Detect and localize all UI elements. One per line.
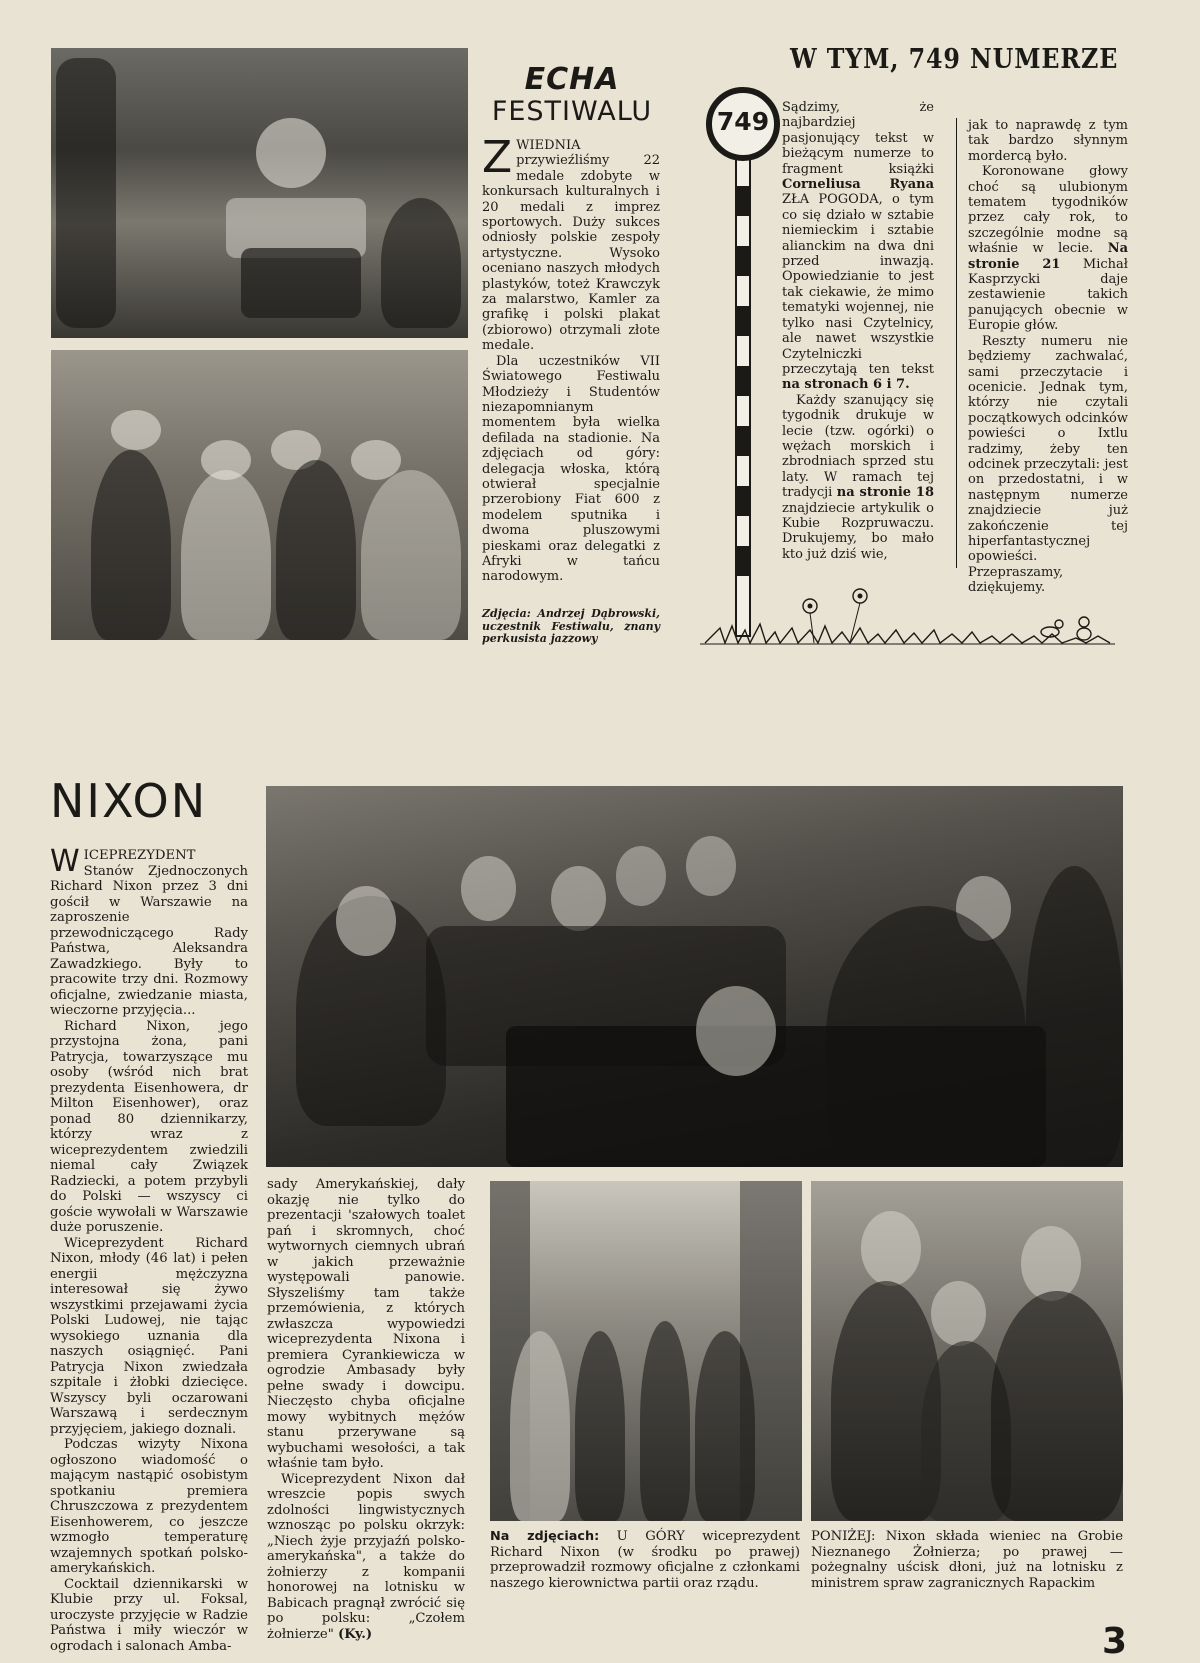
bird-2 [1077,628,1091,640]
numer-column-divider [956,118,957,568]
photo-african-dancers [51,350,468,640]
nixon-col1-para-2: Richard Nixon, jego przystojna żona, pani Patrycja, towarzyszące mu osoby (wśród nich brat prezydenta Eisenhowera, dr Milton Eisenhower), oraz ponad 80 dziennikarzy, którzy wraz z wiceprezydentem zwiedzili niemal cały Związek Radziecki, a potem przybyli do Polski — wszyscy ci goście wywołali w Warszawie duże poruszenie. [50,1018,248,1235]
numer-col1-para-1: Sądzimy, że najbardziej pasjonujący tekst w bieżącym numerze to fragment książki Corneliusa Ryana ZŁA POGODA, o tym co się działo w sztabie niemieckim i sztabie alianckim na dwa dni przed inwazją. Opowiedzianie to jest tak ciekawie, że mimo tematyki wojennej, nie tylko nasi Czytelnicy, ale nawet wszystkie Czytelniczki przeczytają ten tekst na stronach 6 i 7. [782,100,934,393]
echa-photo-credit: Zdjęcia: Andrzej Dąbrowski, uczestnik Festiwalu, znany perkusista jazzowy [482,607,660,646]
photo-airport-handshake [811,1181,1123,1521]
nixon-col2-para-1: sady Amerykańskiej, dały okazję nie tylko do prezentacji 'szałowych toalet pań i skromnych, choć wytwornych ciemnych ubrań w jakich przeważnie występowali panowie. Słyszeliśmy tam także przemówienia, z których zwłaszcza wypowiedzi wiceprezydenta Nixona i premiera Cyrankiewicza w ogrodzie Ambasady były pełne swady i dowcipu. Nieczęsto chyba oficjalne mowy wybitnych mężów stanu przerywane są wybuchami wesołości, a tak właśnie tam było. [267,1177,465,1471]
nixon-signature: (Ky.) [338,1626,373,1642]
nixon-col1-para-5: Cocktail dziennikarski w Klubie przy ul. Foksal, uroczyste przyjęcie w Radzie Państwa i miły wieczór w ogrodach i salonach Amba- [50,1576,248,1654]
echa-dropcap: Z [482,132,513,183]
nixon-col1-para-4: Podczas wizyty Nixona ogłoszono wiadomość o mającym nastąpić osobistym spotkaniu premiera Chruszczowa z prezydentem Eisenhowerem, co jeszcze wzmogło temperaturę wzajemnych spotkań polsko-amerykańskich. [50,1437,248,1576]
caption-bottom-photos: PONIŻEJ: Nixon składa wieniec na Grobie Nieznanego Żołnierza; po prawej — pożegnalny uścisk dłoni, już na lotnisku z ministrem spraw zagranicznych Rapackim [811,1529,1123,1591]
numer-col2-para-3: Reszty numeru nie będziemy zachwalać, sami przeczytacie i ocenicie. Jednak tym, którzy nie czytali początkowych odcinków powieści o Ixtlu radzimy, żeby ten odcinek przeczytali: jest on przedostatni, i w następnym numerze znajdziecie już zakończenie tej hiperfantastycznej opowieści. Przepraszamy, dziękujemy. [968,333,1129,596]
nixon-col1-para-3: Wiceprezydent Richard Nixon, młody (46 lat) i pełen energii mężczyzna interesował się żywo wszystkimi przejawami życia Polski Ludowej, nie tając wysokiego uznania dla naszych osiągnięć. Pani Patrycja Nixon zwiedzała szpitale i żłobki dziecięce. Wszyscy byli oczarowani Warszawą i serdecznym przyjęciem, jakiego doznali. [50,1235,248,1437]
photo-tomb-wreath [490,1181,802,1521]
numer-column-2 [968,118,1128,596]
sign-pole-stripes [736,156,750,636]
echa-title [482,64,662,128]
nixon-col2-para-2: Wiceprezydent Nixon dał wreszcie popis swych zdolności lingwistycznych wznosząc po polsku okrzyk: „Niech żyje przyjaźń polsko-amerykańska", a także do żołnierzy z kompanii honorowej na lotnisku w Babicach pragnął zwrócić się po polsku: „Czołem żołnierze" (Ky.) [267,1471,465,1642]
page-number: 3 [1102,1621,1128,1662]
numer-headline: W TYM, 749 NUMERZE [790,44,1119,75]
nixon-title: NIXON [50,774,208,828]
nixon-column-2 [267,1177,465,1642]
echa-article [482,132,660,585]
numer-col2-para-2: Koronowane głowy choć są ulubionym tematem tygodników przez cały rok, to szczególnie modne są właśnie w lecie. Na stronie 21 Michał Kasprzycki daje zestawienie takich panujących obecnie w Europie głów. [968,164,1128,334]
nixon-column-1 [50,844,248,1654]
numer-column-1 [782,100,934,562]
echa-title-line2: FESTIWALU [491,96,653,127]
echa-para-2: Dla uczestników VII Światowego Festiwalu Młodzieży i Studentów niezapomnianym momentem była wielka defilada na stadionie. Na zdjęciach od góry: delegacja włoska, którą otwierał specjalnie przerobiony Fiat 600 z modelem sputnika i dwoma pluszowymi pieskami oraz delegatki z Afryki w tańcu narodowym. [482,353,660,585]
photo-italian-delegation [51,48,468,338]
photo-nixon-talks [266,786,1123,1167]
numer-col1-para-2: Każdy szanujący się tygodnik drukuje w lecie (tzw. ogórki) o wężach morskich i zbrodniach sprzed stu laty. W ramach tej tradycji na stronie 18 znajdziecie artykulik o Kubie Rozpruwaczu. Drukujemy, bo mało kto już dziś wie, [782,392,934,562]
caption-top-photo: Na zdjęciach: U GÓRY wiceprezydent Richard Nixon (w środku po prawej) przeprowadził rozmowy oficjalne z członkami naszego kierownictwa partii oraz rządu. [490,1529,800,1591]
nixon-col1-para-1: WICEPREZYDENT Stanów Zjednoczonych Richard Nixon przez 3 dni gościł w Warszawie na zaproszenie przewodniczącego Rady Państwa, Aleksandra Zawadzkiego. Były to pracowite trzy dni. Rozmowy oficjalne, zwiedzanie miasta, wieczorne przyjęcia... [50,844,248,1018]
echa-title-line1: ECHA [524,62,620,97]
numer-col2-para-1: jak to naprawdę z tym tak bardzo słynnym mordercą było. [968,118,1128,164]
sign-number: 749 [716,107,770,136]
number-sign-post [700,86,790,646]
grass-birds-doodle [700,588,1120,648]
nixon-dropcap: W [50,844,80,879]
echa-para-1: ZWIEDNIA przywieźliśmy 22 medale zdobyte w konkursach kulturalnych i 20 medali z imprez sportowych. Duży sukces odniosły polskie zespoły artystyczne. Wysoko oceniano naszych młodych plastyków, toteż Krawczyk za malarstwo, Kamler za grafikę i polski plakat (zbiorowo) otrzymali złote medale. [482,132,660,354]
